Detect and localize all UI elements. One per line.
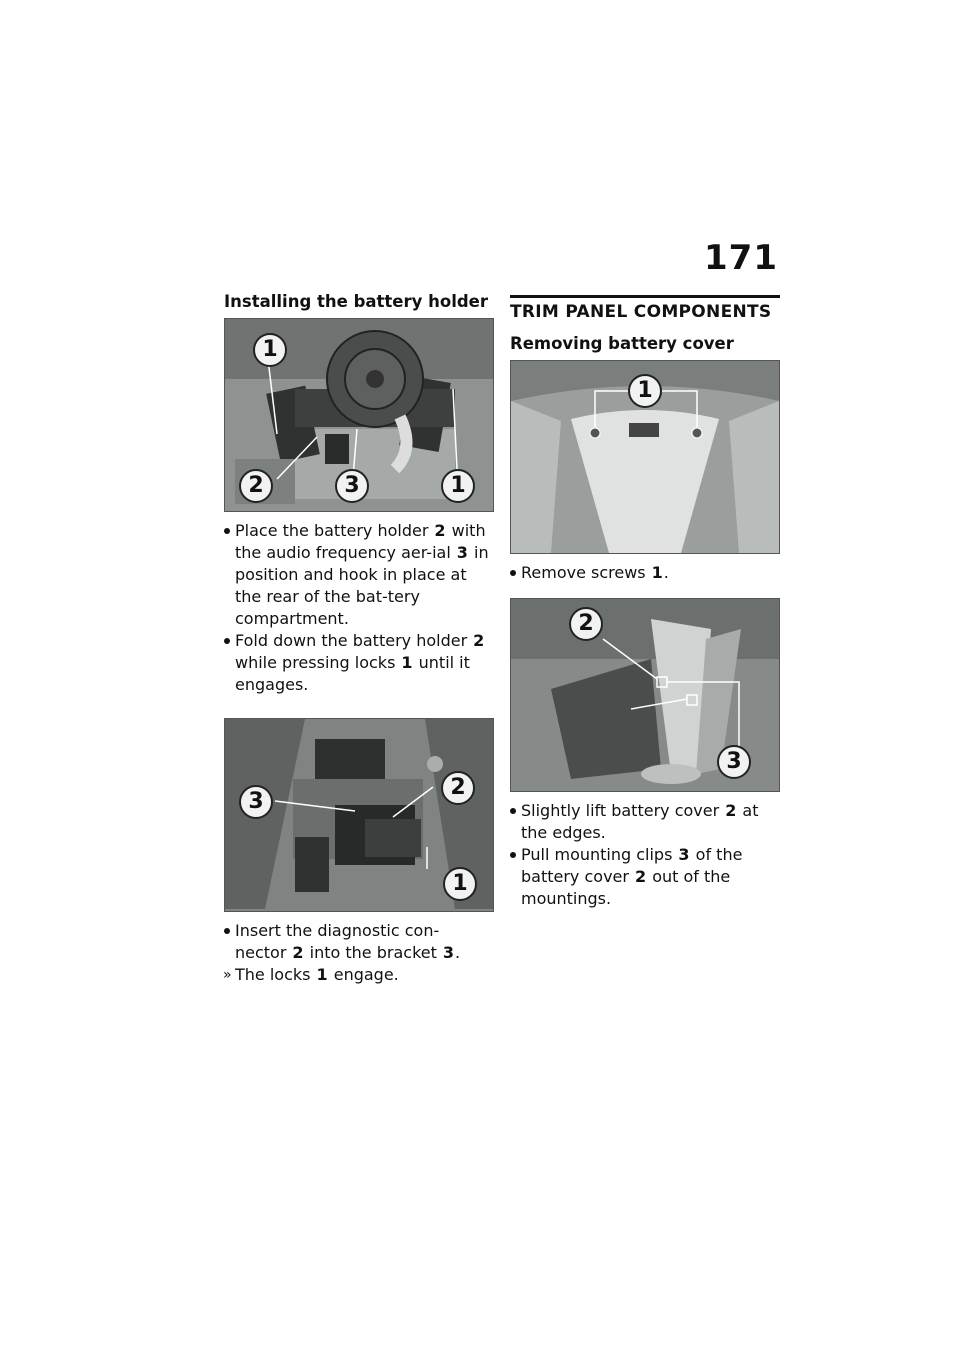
list-item: Place the battery holder 2 with the audio frequency aer-ial 3 in position and hook in place at the rear of the bat-tery compartment. bbox=[224, 520, 494, 630]
list-item: Slightly lift battery cover 2 at the edges. bbox=[510, 800, 780, 844]
list-item: Remove screws 1. bbox=[510, 562, 780, 584]
battery-cover-clips-figure bbox=[510, 598, 780, 792]
section-title: TRIM PANEL COMPONENTS bbox=[510, 295, 780, 324]
list-item: Pull mounting clips 3 of the battery cover 2 out of the mountings. bbox=[510, 844, 780, 910]
list-item: Insert the diagnostic con-nector 2 into the bracket 3. bbox=[224, 920, 494, 964]
callout-2: 2 bbox=[239, 469, 273, 503]
callout-3: 3 bbox=[335, 469, 369, 503]
diagnostic-steps-list bbox=[224, 920, 494, 986]
callout-2: 2 bbox=[569, 607, 603, 641]
battery-cover-screws-figure bbox=[510, 360, 780, 554]
right-column bbox=[510, 295, 780, 910]
removing-battery-cover-heading: Removing battery cover bbox=[510, 334, 734, 353]
diagnostic-connector-figure bbox=[224, 718, 494, 912]
callout-3: 3 bbox=[239, 785, 273, 819]
battery-holder-figure bbox=[224, 318, 494, 512]
callout-3: 3 bbox=[717, 745, 751, 779]
callout-1: 1 bbox=[628, 374, 662, 408]
callout-1-bottom-right: 1 bbox=[441, 469, 475, 503]
installing-battery-holder-heading: Installing the battery holder bbox=[224, 292, 488, 311]
install-steps-list bbox=[224, 520, 494, 696]
left-column bbox=[224, 290, 494, 986]
list-item-result: » The locks 1 engage. bbox=[224, 964, 494, 986]
remove-cover-steps-list bbox=[510, 800, 780, 910]
remove-screws-list bbox=[510, 562, 780, 584]
callout-2: 2 bbox=[441, 771, 475, 805]
list-item: Fold down the battery holder 2 while pressing locks 1 until it engages. bbox=[224, 630, 494, 696]
callout-1-top-left: 1 bbox=[253, 333, 287, 367]
page-number: 171 bbox=[704, 238, 778, 278]
callout-1: 1 bbox=[443, 867, 477, 901]
